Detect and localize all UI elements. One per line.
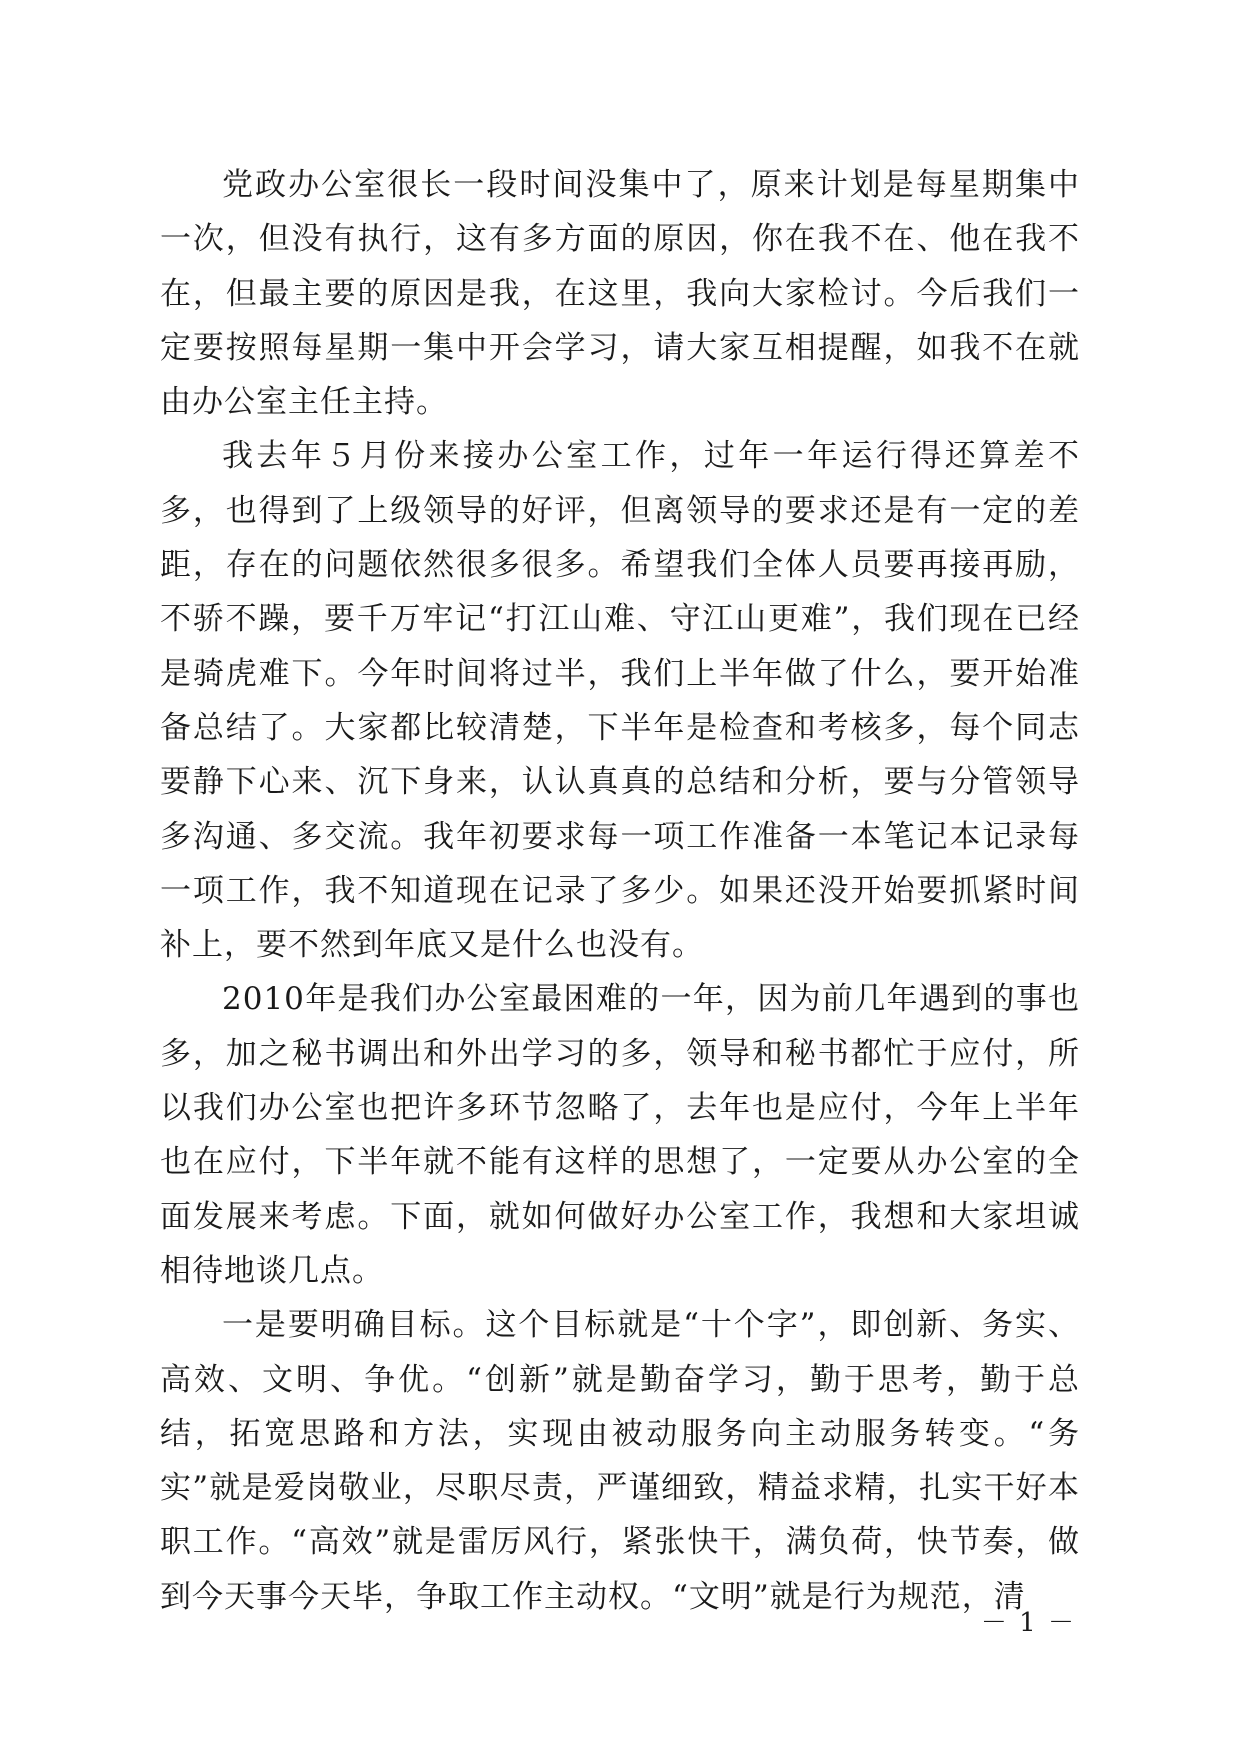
paragraph-2: 我去年５月份来接办公室工作，过年一年运行得还算差不多，也得到了上级领导的好评，但离领导的要求还是有一定的差距，存在的问题依然很多很多。希望我们全体人员要再接再励，不骄不躁，要千万牢记“打江山难、守江山更难”，我们现在已经是骑虎难下。今年时间将过半，我们上半年做了什么，要开始准备总结了。大家都比较清楚，下半年是检查和考核多，每个同志要静下心来、沉下身来，认认真真的总结和分析，要与分管领导多沟通、多交流。我年初要求每一项工作准备一本笔记本记录每一项工作，我不知道现在记录了多少。如果还没开始要抓紧时间补上，要不然到年底又是什么也没有。 (160, 438, 1080, 964)
paragraph-4: 一是要明确目标。这个目标就是“十个字”，即创新、务实、高效、文明、争优。“创新”就是勤奋学习，勤于思考，勤于总结，拓宽思路和方法，实现由被动服务向主动服务转变。“务实”就是爱岗敬业，尽职尽责，严谨细致，精益求精，扎实干好本职工作。“高效”就是雷厉风行，紧张快干，满负荷，快节奏，做到今天事今天毕，争取工作主动权。“文明”就是行为规范，清 (160, 1307, 1080, 1615)
paragraph-1: 党政办公室很长一段时间没集中了，原来计划是每星期集中一次，但没有执行，这有多方面的原因，你在我不在、他在我不在，但最主要的原因是我，在这里，我向大家检讨。今后我们一定要按照每星期一集中开会学习，请大家互相提醒，如我不在就由办公室主任主持。 (160, 167, 1080, 421)
paragraph-3: 2010年是我们办公室最困难的一年，因为前几年遇到的事也多，加之秘书调出和外出学习的多，领导和秘书都忙于应付，所以我们办公室也把许多环节忽略了，去年也是应付，今年上半年也在应付，下半年就不能有这样的思想了，一定要从办公室的全面发展来考虑。下面，就如何做好办公室工作，我想和大家坦诚相待地谈几点。 (160, 981, 1080, 1289)
document-body (160, 158, 1080, 1624)
page-number: － 1 － (980, 1608, 1076, 1638)
